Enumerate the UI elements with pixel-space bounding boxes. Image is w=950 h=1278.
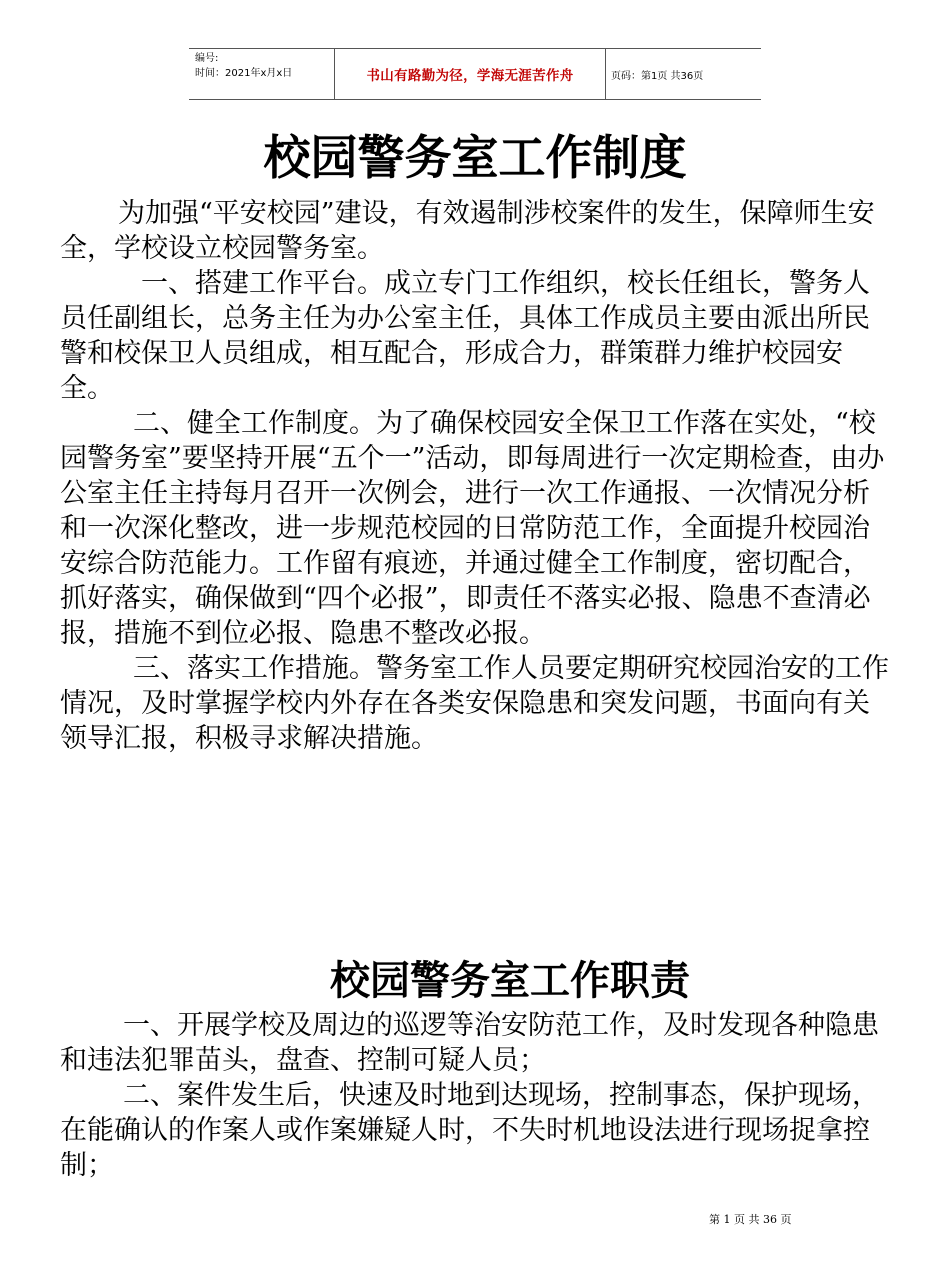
duty-item-2: 二、案件发生后，快速及时地到达现场，控制事态，保护现场，在能确认的作案人或作案嫌疑人时，不失时机地设法进行现场捉拿控制； xyxy=(60,1080,879,1181)
number-label: 编号: xyxy=(195,53,219,64)
header-page-info: 页码：第1页 共36页 xyxy=(611,70,704,82)
regulation-item-2: 二、健全工作制度。为了确保校园安全保卫工作落在实处，“校园警务室”要坚持开展“五个一”活动，即每周进行一次定期检查，由办公室主任主持每月召开一次例会，进行一次工作通报、一次情况分析和一次深化整改，进一步规范校园的日常防范工作，全面提升校园治安综合防范能力。工作留有痕迹，并通过健全工作制度，密切配合，抓好落实，确保做到“四个必报”，即责任不落实必报、隐患不查清必报，措施不到位必报、隐患不整改必报。 xyxy=(60,408,885,649)
header-table xyxy=(189,48,761,100)
header-motto: 书山有路勤为径，学海无涯苦作舟 xyxy=(335,49,606,99)
section-regulations xyxy=(60,196,895,756)
duty-item-1: 一、开展学校及周边的巡逻等治安防范工作，及时发现各种隐患和违法犯罪苗头，盘查、控制可疑人员； xyxy=(60,1010,879,1076)
header-left-cell xyxy=(189,49,335,99)
document-title: 校园警务室工作制度 xyxy=(263,131,687,186)
section-title-duties: 校园警务室工作职责 xyxy=(330,957,690,1004)
regulation-item-1: 一、搭建工作平台。成立专门工作组织，校长任组长，警务人员任副组长，总务主任为办公室主任，具体工作成员主要由派出所民警和校保卫人员组成，相互配合，形成合力，群策群力维护校园安全。 xyxy=(60,268,870,404)
regulation-item-3: 三、落实工作措施。警务室工作人员要定期研究校园治安的工作情况，及时掌握学校内外存在各类安保隐患和突发问题，书面向有关领导汇报，积极寻求解决措施。 xyxy=(60,653,889,754)
intro-paragraph: 为加强“平安校园”建设，有效遏制涉校案件的发生，保障师生安全，学校设立校园警务室。 xyxy=(60,198,875,264)
section-duties xyxy=(60,1008,895,1183)
time-label: 时间：2021年x月x日 xyxy=(195,68,293,79)
page-footer: 第 1 页 共 36 页 xyxy=(709,1213,792,1226)
